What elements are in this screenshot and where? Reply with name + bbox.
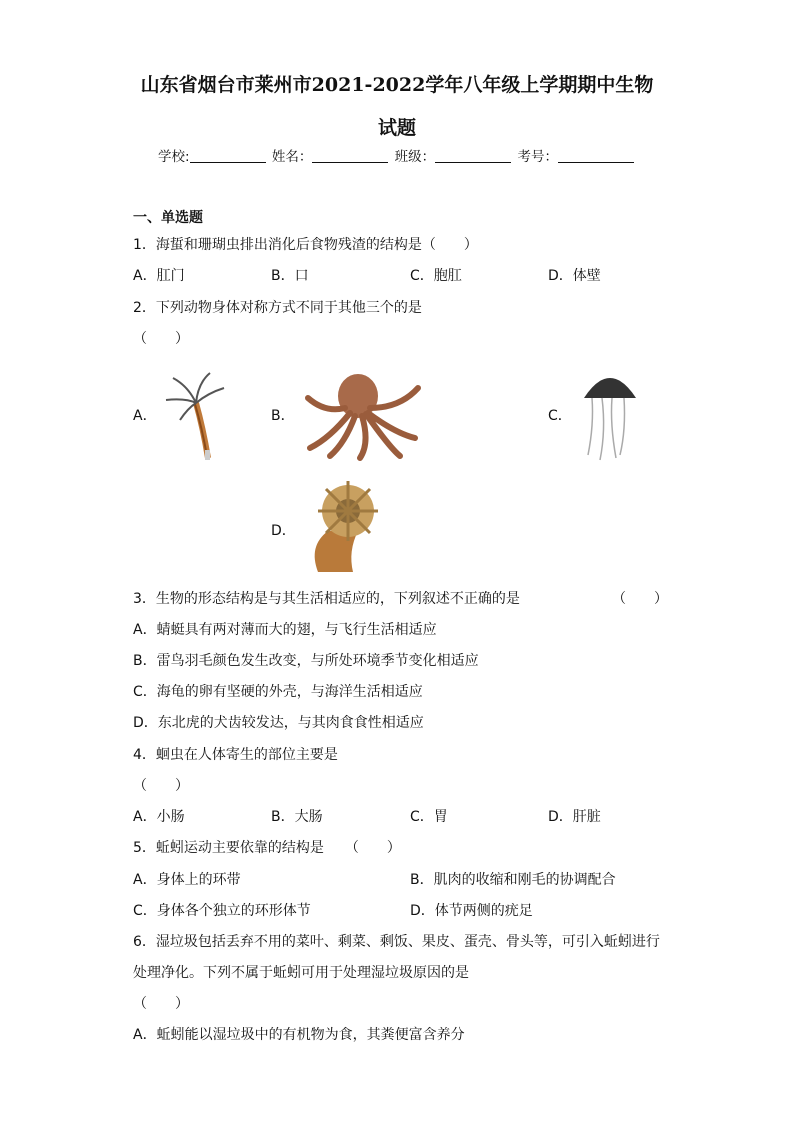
name-blank[interactable] [312,148,388,163]
question-5-stem: 5．蚯蚓运动主要依靠的结构是 （ ） [133,840,401,856]
question-6-paren: （ ） [133,996,189,1012]
name-label: 姓名： [271,149,313,165]
question-4-paren: （ ） [133,778,189,794]
question-3-paren: （ ） [612,591,668,607]
number-blank[interactable] [558,148,634,163]
section-heading: 一、单选题 [133,210,203,226]
class-label: 班级： [394,149,436,165]
question-2-paren: （ ） [133,331,189,347]
octopus-image [300,368,422,460]
number-label: 考号： [517,149,558,165]
q1-option-d[interactable]: D．体壁 [548,268,601,284]
q2-option-d[interactable]: D． [271,523,296,539]
question-2-stem: 2．下列动物身体对称方式不同于其他三个的是 [133,300,422,316]
question-6-stem-line2: 处理净化。下列不属于蚯蚓可用于处理湿垃圾原因的是 [133,965,469,981]
q4-option-a[interactable]: A．小肠 [133,809,185,825]
school-blank[interactable] [190,148,266,163]
q6-option-a[interactable]: A．蚯蚓能以湿垃圾中的有机物为食，其粪便富含养分 [133,1027,465,1043]
q1-option-b[interactable]: B．口 [271,268,309,284]
q5-option-b[interactable]: B．肌肉的收缩和刚毛的协调配合 [410,872,616,888]
page-title-line2: 试题 [377,117,416,139]
q1-option-c[interactable]: C．胞肛 [410,268,462,284]
q4-option-c[interactable]: C．胃 [410,809,448,825]
q1-option-a[interactable]: A．肛门 [133,268,185,284]
question-4-stem: 4．蛔虫在人体寄生的部位主要是 [133,747,338,763]
q4-option-d[interactable]: D．肝脏 [548,809,601,825]
q3-option-d[interactable]: D．东北虎的犬齿较发达，与其肉食食性相适应 [133,715,424,731]
q5-option-c[interactable]: C．身体各个独立的环形体节 [133,903,311,919]
q3-option-b[interactable]: B．雷鸟羽毛颜色发生改变，与所处环境季节变化相适应 [133,653,479,669]
question-3-stem: 3．生物的形态结构是与其生活相适应的，下列叙述不正确的是 [133,591,520,607]
q3-option-c[interactable]: C．海龟的卵有坚硬的外壳，与海洋生活相适应 [133,684,423,700]
q3-option-a[interactable]: A．蜻蜓具有两对薄而大的翅，与飞行生活相适应 [133,622,437,638]
q5-option-a[interactable]: A．身体上的环带 [133,872,241,888]
q2-option-a[interactable]: A． [133,408,157,424]
hydra-image [158,368,228,463]
q2-option-c[interactable]: C． [548,408,572,424]
q4-option-b[interactable]: B．大肠 [271,809,323,825]
jellyfish-image [580,370,640,465]
student-info-row [0,145,794,165]
question-6-stem-line1: 6．湿垃圾包括丢弃不用的菜叶、剩菜、剩饭、果皮、蛋壳、骨头等，可引入蚯蚓进行 [133,934,660,950]
school-label: 学校: [158,149,190,165]
question-1-stem: 1．海蜇和珊瑚虫排出消化后食物残渣的结构是（ ） [133,237,478,253]
q5-option-d[interactable]: D．体节两侧的疣足 [410,903,533,919]
q2-option-b[interactable]: B． [271,408,295,424]
page-title-line1: 山东省烟台市莱州市2021-2022学年八年级上学期期中生物 [140,74,654,96]
class-blank[interactable] [435,148,511,163]
sea-anemone-image [298,476,398,574]
